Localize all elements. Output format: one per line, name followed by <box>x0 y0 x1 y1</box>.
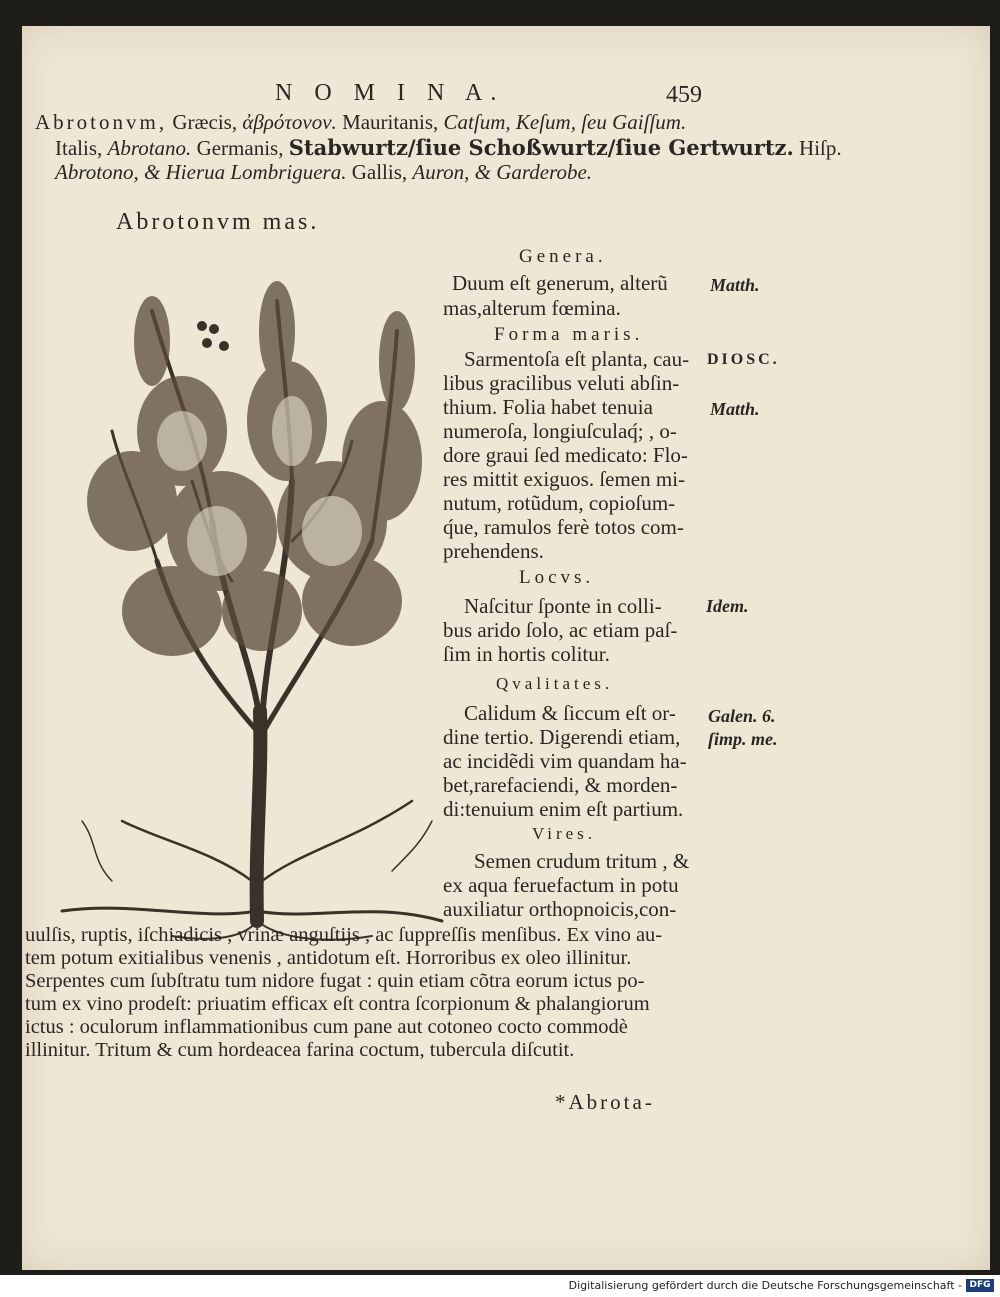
footer-credit: Digitalisierung gefördert durch die Deutsche Forschungsgemeinschaft - <box>568 1279 962 1292</box>
nomina-italis: Italis, <box>55 136 103 160</box>
forma-line-1: Sarmentoſa eſt planta, cau- <box>464 347 690 371</box>
forma-line-6: res mittit exiguos. ſemen mi- <box>443 467 686 491</box>
margin-note-galen-1: Galen. 6. <box>708 706 776 726</box>
forma-line-4: numeroſa, longiuſculaq́; , o- <box>443 419 677 443</box>
nomina-hisp: Hiſp. <box>799 136 842 160</box>
page-number: 459 <box>666 82 702 108</box>
margin-note-matth-1: Matth. <box>710 275 760 295</box>
plant-title: Abrotonvm mas. <box>116 209 320 235</box>
locus-line-1: Naſcitur ſponte in colli- <box>464 594 662 618</box>
catchword: *Abrota- <box>555 1090 655 1114</box>
nomina-line-2 <box>55 135 842 161</box>
vires-heading: Vires. <box>532 824 597 843</box>
forma-line-7: nutum, rotũdum, copioſum- <box>443 491 676 515</box>
vires-line-3: auxiliatur orthopnoicis,con- <box>443 897 677 921</box>
nomina-line-1 <box>35 110 686 135</box>
qualitates-line-1: Calidum & ſiccum eſt or- <box>464 701 676 725</box>
genera-heading: Genera. <box>519 246 607 267</box>
margin-note-galen-2: ſimp. me. <box>708 729 778 749</box>
locus-line-2: bus arido ſolo, ac etiam paſ- <box>443 618 678 642</box>
body-line-5: ictus : oculorum inflammationibus cum pane aut cotoneo cocto commodè <box>25 1016 628 1038</box>
body-line-2: tem potum exitialibus venenis , antidotum eſt. Horroribus ex oleo illinitur. <box>25 947 632 969</box>
nomina-greek: ἀβρότονον. <box>242 110 337 134</box>
nomina-french-names: Auron, & Garderobe. <box>412 160 593 184</box>
genera-line-2: mas,alterum fœmina. <box>443 296 621 320</box>
qualitates-line-2: dine tertio. Digerendi etiam, <box>443 725 681 749</box>
locus-line-3: ſim in hortis colitur. <box>443 642 610 666</box>
nomina-mauritanis-names: Catſum, Keſum, ſeu Gaiſſum. <box>443 110 687 134</box>
nomina-germanis: Germanis, <box>196 136 284 160</box>
forma-heading: Forma maris. <box>494 324 644 345</box>
forma-line-5: dore graui ſed medicato: Flo- <box>443 443 688 467</box>
qualitates-heading: Qvalitates. <box>496 674 614 693</box>
nomina-spanish-names: Abrotono, & Hierua Lombriguera. <box>55 160 347 184</box>
digitization-footer <box>0 1275 1000 1297</box>
forma-line-8: q́ue, ramulos ferè totos com- <box>443 515 684 539</box>
body-line-3: Serpentes cum ſubſtratu tum nidore fugat : quin etiam cõtra eorum ictus po- <box>25 970 645 992</box>
margin-note-matth-2: Matth. <box>710 399 760 419</box>
qualitates-line-3: ac incidẽdi vim quandam ha- <box>443 749 687 773</box>
dfg-logo: DFG <box>966 1279 994 1292</box>
nomina-mauritanis: Mauritanis, <box>342 110 439 134</box>
nomina-gallis: Gallis, <box>351 160 408 184</box>
body-line-6: illinitur. Tritum & cum hordeacea farina coctum, tubercula diſcutit. <box>25 1039 575 1061</box>
nomina-german-names: Stabwurtz/ſiue Schoßwurtz/ſiue Gertwurtz. <box>288 135 794 160</box>
running-title: N O M I N A. <box>275 80 505 106</box>
forma-line-3: thium. Folia habet tenuia <box>443 395 653 419</box>
forma-line-2: libus gracilibus veluti abſin- <box>443 371 680 395</box>
locus-heading: Locvs. <box>519 567 595 588</box>
nomina-italis-name: Abrotano. <box>107 136 192 160</box>
book-page <box>22 26 990 1270</box>
body-line-1: uulſis, ruptis, iſchiadicis , vrinæ anguſtijs , ac ſuppreſſis menſibus. Ex vino au- <box>25 924 663 946</box>
qualitates-line-5: di:tenuium enim eſt partium. <box>443 797 684 821</box>
genera-line-1: Duum eſt generum, alterũ <box>452 271 668 295</box>
body-line-4: tum ex vino prodeſt: priuatim efficax eſt contra ſcorpionum & phalangiorum <box>25 993 650 1015</box>
nomina-line-3 <box>55 160 592 185</box>
qualitates-line-4: bet,rarefaciendi, & morden- <box>443 773 678 797</box>
margin-note-idem: Idem. <box>706 596 749 616</box>
vires-line-1: Semen crudum tritum , & <box>474 849 690 873</box>
forma-line-9: prehendens. <box>443 539 544 563</box>
vires-line-2: ex aqua feruefactum in potu <box>443 873 679 897</box>
nomina-graecis: Græcis, <box>172 110 238 134</box>
woodcut-plant-illustration <box>52 281 452 946</box>
nomina-abrotonum: Abrotonvm, <box>35 110 168 134</box>
margin-note-diosc: DIOSC. <box>707 351 780 368</box>
